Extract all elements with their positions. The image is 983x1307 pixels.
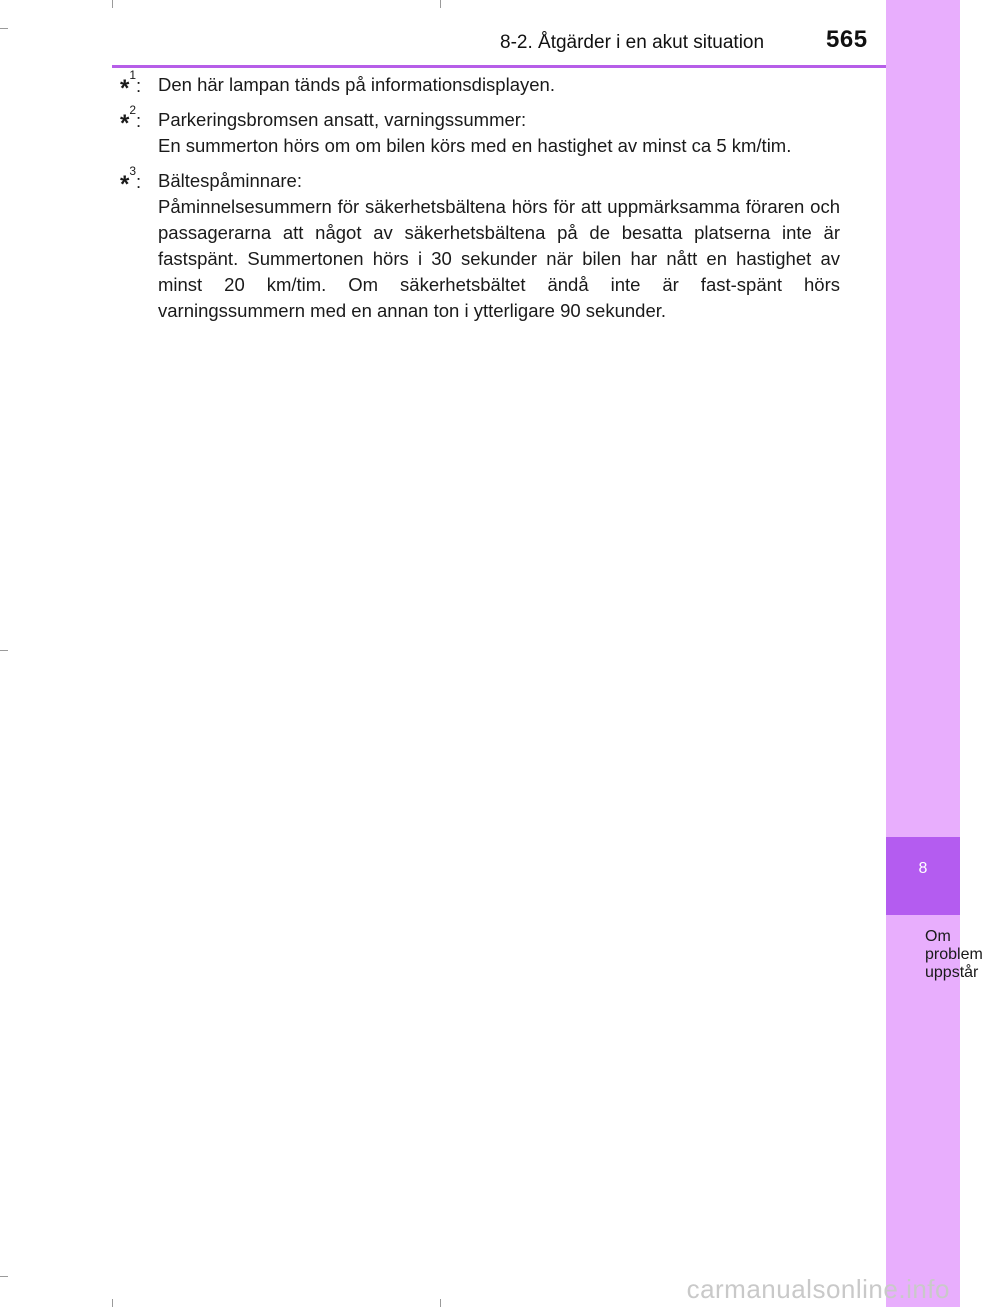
footnote-list	[120, 68, 840, 333]
footnote-text: Påminnelsesummern för säkerhetsbältena hörs för att uppmärksamma föraren och passagerarna att något av säkerhetsbältena på de besatta platserna inte är fastspänt. Summertonen hörs i 30 sekunder när bilen har nått en hastighet av minst 20 km/tim. Om säkerhetsbältet ändå inte är fast-spänt hörs varningssummern med en annan ton i ytterligare 90 sekunder.	[158, 196, 840, 321]
footnote-1	[120, 68, 840, 102]
footnote-marker: *$^3$:	[120, 164, 142, 198]
asterisk-icon: *	[120, 110, 130, 137]
footnote-body	[158, 168, 840, 324]
footnote-marker: *$^1$:	[120, 68, 142, 102]
footnote-title: Den här lampan tänds på informationsdisplayen.	[158, 74, 555, 95]
footnote-title: Parkeringsbromsen ansatt, varningssummer:	[158, 109, 527, 130]
footnote-body	[158, 107, 840, 159]
header-rule	[112, 65, 886, 68]
crop-mark	[0, 1276, 8, 1277]
footnote-text: En summerton hörs om om bilen körs med en hastighet av minst ca 5 km/tim.	[158, 135, 792, 156]
section-title: 8-2. Åtgärder i en akut situation	[500, 32, 765, 53]
footnote-3	[120, 164, 840, 324]
footnote-marker: *$^2$:	[120, 103, 142, 137]
crop-mark	[0, 650, 8, 651]
chapter-sidebar	[886, 0, 960, 1307]
crop-mark	[112, 1299, 113, 1307]
crop-mark	[440, 1299, 441, 1307]
page-number: 565	[826, 26, 868, 53]
asterisk-icon: *	[120, 75, 130, 102]
footnote-number: 2	[129, 103, 137, 117]
footnote-body	[158, 72, 840, 98]
chapter-number: 8	[918, 860, 928, 877]
footnote-2	[120, 103, 840, 159]
footnote-number: 3	[129, 164, 137, 178]
asterisk-icon: *	[120, 171, 130, 198]
page-header	[0, 0, 886, 68]
footnote-number: 1	[129, 68, 137, 82]
watermark: carmanualsonline.info	[686, 1274, 950, 1304]
chapter-title: Om problem uppstår	[925, 928, 983, 981]
footnote-title: Bältespåminnare:	[158, 170, 302, 191]
